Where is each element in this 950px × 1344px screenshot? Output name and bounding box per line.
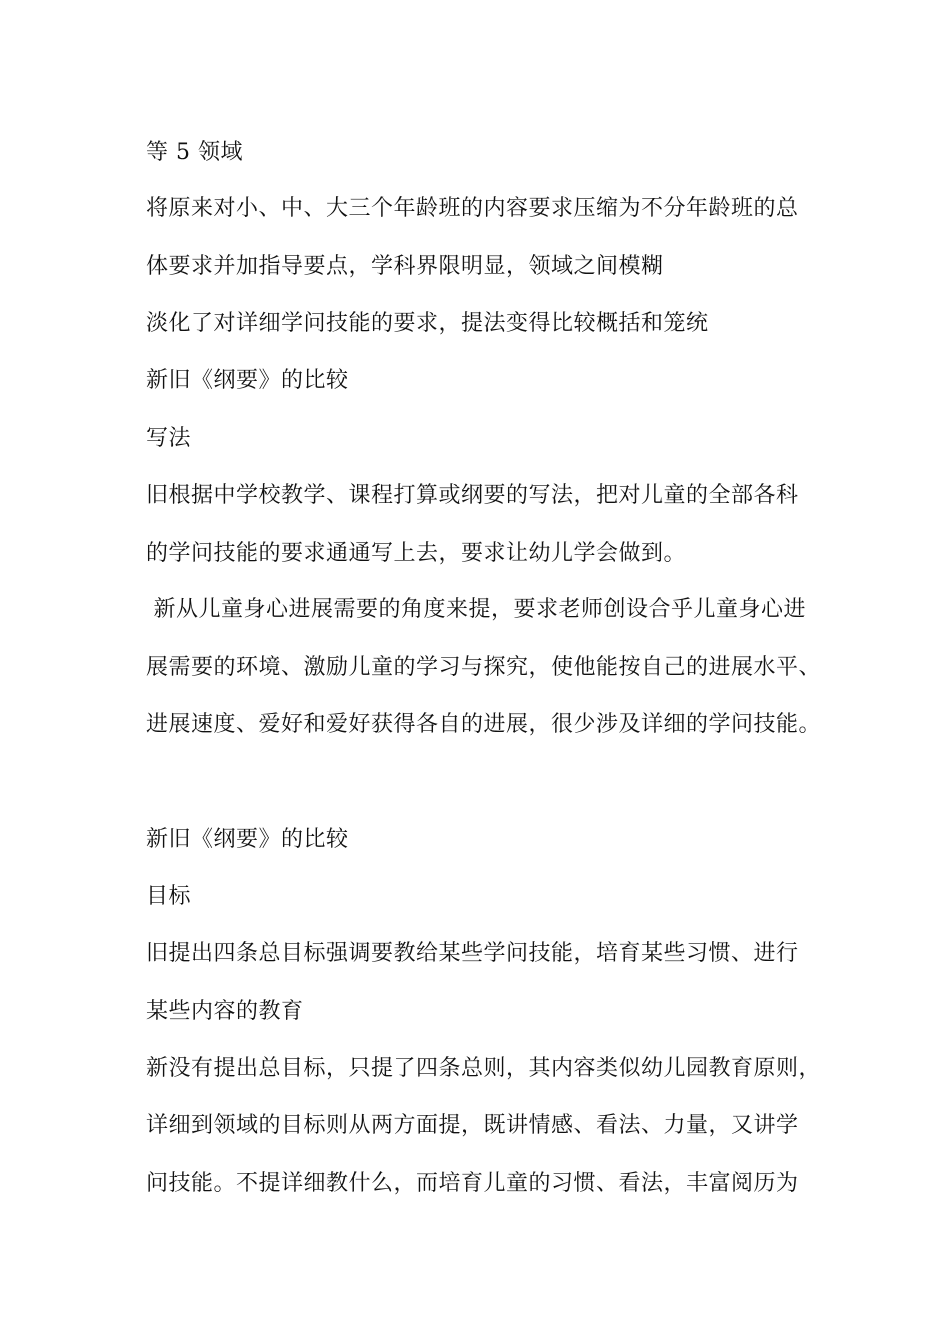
text-line: 某些内容的教育 bbox=[146, 999, 304, 1024]
text-line: 的学问技能的要求通通写上去，要求让幼儿学会做到。 bbox=[146, 541, 687, 566]
text-line: 体要求并加指导要点，学科界限明显，领域之间模糊 bbox=[146, 254, 664, 279]
text-line: 旧提出四条总目标强调要教给某些学问技能，培育某些习惯、进行 bbox=[146, 941, 799, 966]
text-line: 将原来对小、中、大三个年龄班的内容要求压缩为不分年龄班的总 bbox=[146, 196, 799, 221]
text-line: 新从儿童身心进展需要的角度来提，要求老师创设合乎儿童身心进 bbox=[146, 597, 806, 622]
text-line: 展需要的环境、激励儿童的学习与探究，使他能按自己的进展水平、 bbox=[146, 655, 822, 680]
text-line: 详细到领域的目标则从两方面提，既讲情感、看法、力量，又讲学 bbox=[146, 1113, 799, 1138]
section-heading: 新旧《纲要》的比较 bbox=[146, 827, 349, 852]
text-line: 进展速度、爱好和爱好获得各自的进展，很少涉及详细的学问技能。 bbox=[146, 712, 822, 737]
text-line: 等 5 领域 bbox=[146, 140, 243, 165]
text-line: 淡化了对详细学问技能的要求，提法变得比较概括和笼统 bbox=[146, 311, 709, 336]
text-line: 旧根据中学校教学、课程打算或纲要的写法，把对儿童的全部各科 bbox=[146, 483, 799, 508]
subsection-heading: 目标 bbox=[146, 884, 192, 909]
text-line: 问技能。不提详细教什么，而培育儿童的习惯、看法，丰富阅历为 bbox=[146, 1171, 799, 1196]
subsection-heading: 写法 bbox=[146, 426, 192, 451]
text-line: 新没有提出总目标，只提了四条总则，其内容类似幼儿园教育原则， bbox=[146, 1056, 822, 1081]
section-heading: 新旧《纲要》的比较 bbox=[146, 368, 349, 393]
